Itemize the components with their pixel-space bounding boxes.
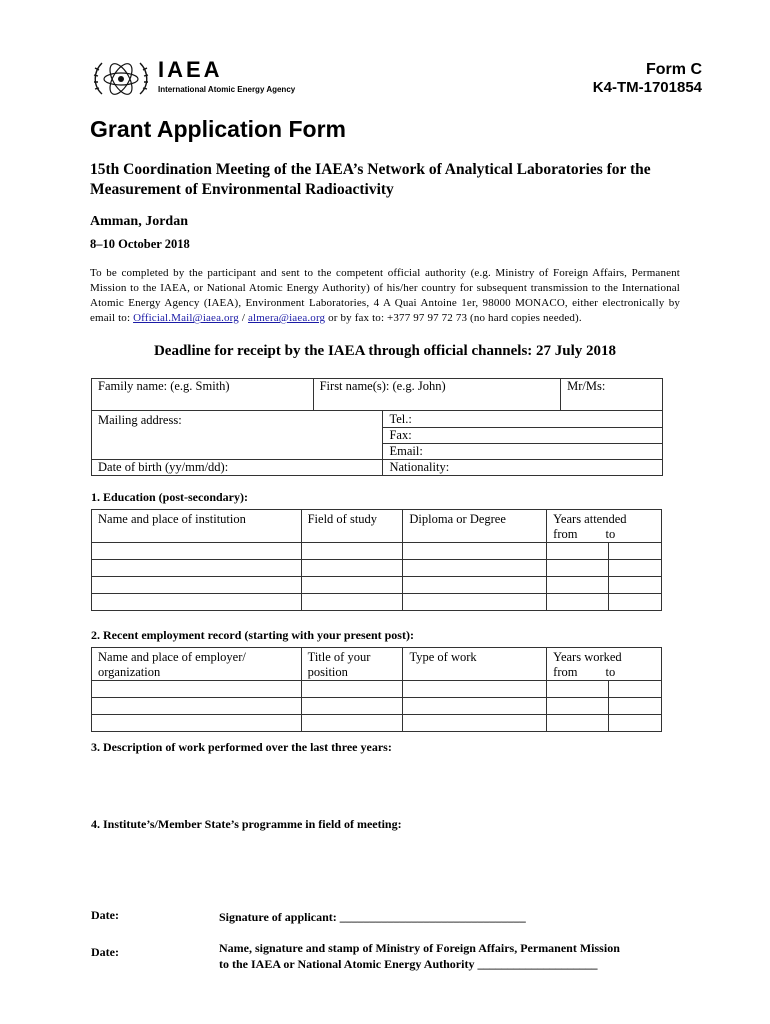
instructions-fax: or by fax to: +377 97 97 72 73 (no hard copies needed). xyxy=(328,312,582,324)
dob-field[interactable]: Date of birth (yy/mm/dd): xyxy=(92,460,383,476)
table-cell[interactable] xyxy=(301,681,403,698)
table-cell[interactable] xyxy=(92,543,302,560)
title-field[interactable]: Mr/Ms: xyxy=(561,379,663,411)
table-cell[interactable] xyxy=(92,577,302,594)
meeting-location: Amman, Jordan xyxy=(90,214,189,229)
email-separator: / xyxy=(241,312,246,324)
table-cell[interactable] xyxy=(92,560,302,577)
years-worked-label: Years worked xyxy=(553,650,622,664)
table-cell[interactable] xyxy=(547,577,609,594)
table-cell[interactable] xyxy=(609,681,662,698)
meeting-title: 15th Coordination Meeting of the IAEA’s Network of Analytical Laboratories for the Measurement of Environmental Radioactivity xyxy=(90,161,651,198)
table-cell[interactable] xyxy=(301,543,403,560)
col-field-of-study: Field of study xyxy=(301,510,403,543)
table-cell[interactable] xyxy=(547,594,609,611)
table-cell[interactable] xyxy=(609,577,662,594)
form-label: Form C xyxy=(646,61,702,78)
email-field[interactable]: Email: xyxy=(383,444,663,460)
nationality-field[interactable]: Nationality: xyxy=(383,460,663,476)
table-cell[interactable] xyxy=(92,698,302,715)
instructions-text: To be completed by the participant and sent to the competent official authority (e.g. Ministry of Foreign Affairs, Permanent Mission to the IAEA, or National Atomic Energy Authority) of his/her country for subsequent transmission to the International Atomic Energy Agency (IAEA), Environment Laboratories, 4 A Quai Antoine 1er, 98000 MONACO, either electronically by email to: xyxy=(90,267,680,324)
authority-signature[interactable] xyxy=(219,940,620,972)
authority-line-1: Name, signature and stamp of Ministry of Foreign Affairs, Permanent Mission xyxy=(219,941,620,955)
page-title: Grant Application Form xyxy=(90,116,346,142)
instructions xyxy=(90,266,680,326)
table-cell[interactable] xyxy=(301,560,403,577)
table-row xyxy=(92,577,662,594)
employment-heading: 2. Recent employment record (starting with your present post): xyxy=(91,628,414,642)
email-link-almera[interactable]: almera@iaea.org xyxy=(247,312,326,324)
col-position-title: Title of your position xyxy=(301,648,403,681)
table-cell[interactable] xyxy=(609,543,662,560)
table-cell[interactable] xyxy=(609,594,662,611)
table-cell[interactable] xyxy=(403,715,547,732)
table-row xyxy=(92,698,662,715)
table-cell[interactable] xyxy=(403,560,547,577)
table-cell[interactable] xyxy=(301,698,403,715)
table-cell[interactable] xyxy=(301,594,403,611)
col-employer: Name and place of employer/ organization xyxy=(92,648,302,681)
from-label: from xyxy=(553,665,578,679)
table-cell[interactable] xyxy=(301,577,403,594)
table-row xyxy=(92,560,662,577)
fax-field[interactable]: Fax: xyxy=(383,428,663,444)
col-type-of-work: Type of work xyxy=(403,648,547,681)
employment-table xyxy=(91,647,662,732)
to-label: to xyxy=(605,665,616,679)
to-label: to xyxy=(605,527,616,541)
form-code: K4-TM-1701854 xyxy=(592,79,702,96)
table-cell[interactable] xyxy=(547,543,609,560)
years-attended-label: Years attended xyxy=(553,512,627,526)
table-cell[interactable] xyxy=(547,698,609,715)
table-cell[interactable] xyxy=(92,715,302,732)
deadline: Deadline for receipt by the IAEA through official channels: 27 July 2018 xyxy=(153,343,617,359)
personal-details-table xyxy=(91,378,663,476)
applicant-signature[interactable]: Signature of applicant: _______________________________ xyxy=(219,910,526,924)
authority-line-2: to the IAEA or National Atomic Energy Authority ____________________ xyxy=(219,957,598,971)
table-cell[interactable] xyxy=(403,594,547,611)
date-label: Date: xyxy=(91,908,119,922)
section-4-heading: 4. Institute’s/Member State’s programme in field of meeting: xyxy=(91,817,402,831)
iaea-logo-icon xyxy=(90,58,152,100)
table-cell[interactable] xyxy=(609,560,662,577)
education-table xyxy=(91,509,662,611)
table-cell[interactable] xyxy=(547,560,609,577)
col-years-attended xyxy=(547,510,662,543)
email-link-official[interactable]: Official.Mail@iaea.org xyxy=(133,312,239,324)
org-name: International Atomic Energy Agency xyxy=(158,85,296,94)
education-heading: 1. Education (post-secondary): xyxy=(91,490,249,504)
table-cell[interactable] xyxy=(609,698,662,715)
table-cell[interactable] xyxy=(403,698,547,715)
col-years-worked xyxy=(547,648,662,681)
table-cell[interactable] xyxy=(403,543,547,560)
table-cell[interactable] xyxy=(92,594,302,611)
col-diploma: Diploma or Degree xyxy=(403,510,547,543)
table-cell[interactable] xyxy=(403,577,547,594)
table-cell[interactable] xyxy=(547,715,609,732)
table-cell[interactable] xyxy=(609,715,662,732)
table-row xyxy=(92,543,662,560)
table-cell[interactable] xyxy=(403,681,547,698)
table-row xyxy=(92,681,662,698)
mailing-address-field[interactable]: Mailing address: xyxy=(92,411,383,460)
family-name-field[interactable]: Family name: (e.g. Smith) xyxy=(92,379,314,411)
table-cell[interactable] xyxy=(301,715,403,732)
org-acronym: IAEA xyxy=(158,57,223,82)
meeting-dates: 8–10 October 2018 xyxy=(90,237,190,251)
first-name-field[interactable]: First name(s): (e.g. John) xyxy=(313,379,561,411)
from-label: from xyxy=(553,527,578,541)
table-cell[interactable] xyxy=(547,681,609,698)
date-label-2: Date: xyxy=(91,945,119,959)
col-institution: Name and place of institution xyxy=(92,510,302,543)
table-row xyxy=(92,715,662,732)
table-row xyxy=(92,594,662,611)
table-cell[interactable] xyxy=(92,681,302,698)
section-3-heading: 3. Description of work performed over the last three years: xyxy=(91,740,392,754)
tel-field[interactable]: Tel.: xyxy=(383,411,663,428)
